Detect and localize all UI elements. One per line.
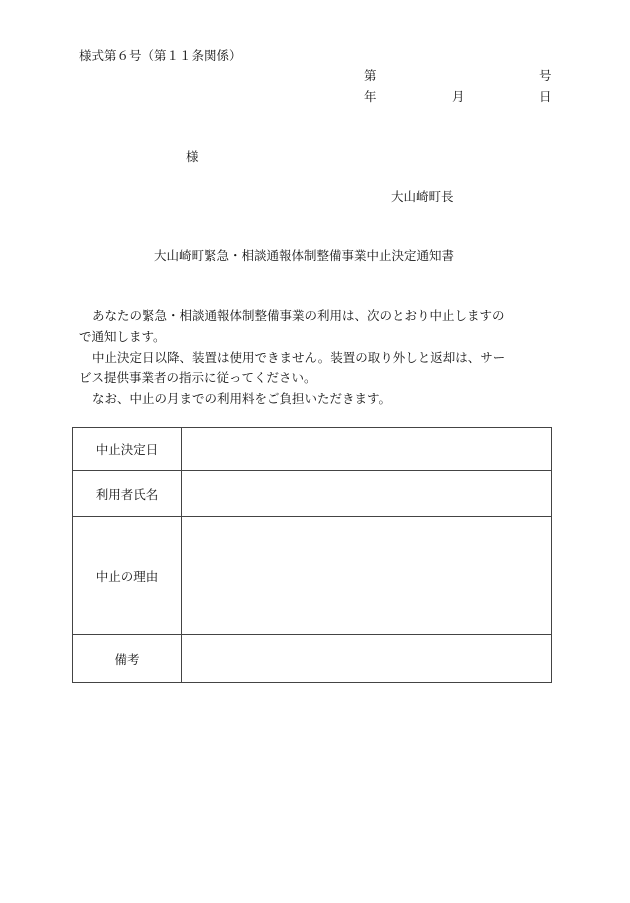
cancellation-reason-field[interactable]	[182, 517, 552, 635]
issuer-name: 大山崎町長	[391, 189, 454, 204]
cancellation-details-table	[72, 427, 552, 683]
user-name-field[interactable]	[182, 471, 552, 517]
cancellation-date-label: 中止決定日	[73, 428, 182, 471]
document-title: 大山崎町緊急・相談通報体制整備事業中止決定通知書	[154, 248, 455, 263]
table-row	[73, 635, 552, 683]
paragraph-1-line-1: あなたの緊急・相談通報体制整備事業の利用は、次のとおり中止しますの	[92, 308, 505, 323]
date-year: 年	[364, 89, 377, 104]
reference-number-suffix: 号	[539, 68, 552, 83]
remarks-field[interactable]	[182, 635, 552, 683]
paragraph-2-line-2: ビス提供事業者の指示に従ってください。	[79, 370, 317, 385]
cancellation-date-field[interactable]	[182, 428, 552, 471]
cancellation-reason-label: 中止の理由	[73, 517, 182, 635]
user-name-label: 利用者氏名	[73, 471, 182, 517]
form-number: 様式第６号（第１１条関係）	[79, 48, 242, 63]
paragraph-2-line-1: 中止決定日以降、装置は使用できません。装置の取り外しと返却は、サー	[92, 350, 506, 365]
table-row	[73, 517, 552, 635]
remarks-label: 備考	[73, 635, 182, 683]
recipient-honorific: 様	[186, 149, 199, 164]
paragraph-1-line-2: で通知します。	[79, 329, 166, 344]
table-row	[73, 471, 552, 517]
date-month: 月	[452, 89, 465, 104]
table-row	[73, 428, 552, 471]
reference-number-prefix: 第	[364, 68, 377, 83]
date-day: 日	[539, 89, 552, 104]
paragraph-3: なお、中止の月までの利用料をご負担いただきます。	[92, 391, 392, 406]
